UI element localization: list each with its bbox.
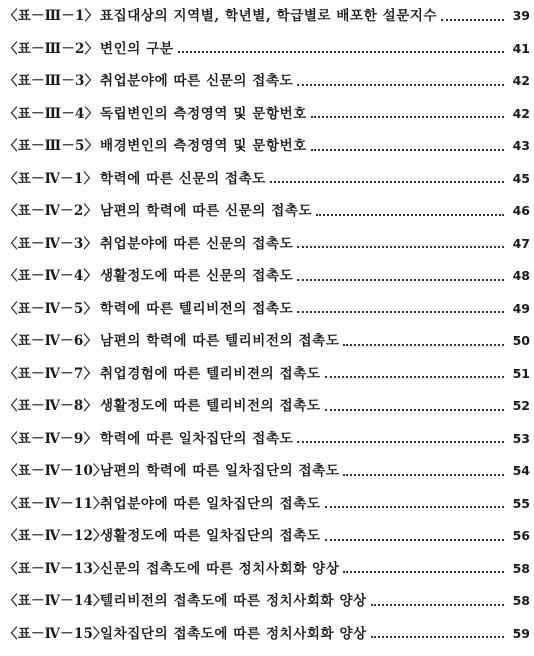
entry-title: 표집대상의 지역별, 학년별, 학급별로 배포한 설문지수 [100, 8, 438, 24]
page-number: 58 [512, 593, 530, 608]
toc-entry [4, 330, 530, 352]
dot-leader [297, 278, 504, 281]
dot-leader [297, 440, 504, 443]
table-number: 〈표－Ⅲ－5〉 [4, 138, 99, 154]
entry-title: 일차집단의 접촉도에 따른 정치사회화 양상 [100, 625, 367, 642]
entry-title: 취업분야에 따른 신문의 접촉도 [100, 235, 294, 252]
table-number: 〈표－Ⅳ－3〉 [4, 235, 98, 252]
toc-entry [4, 233, 530, 255]
entry-title: 생활정도에 따른 일차집단의 접촉도 [100, 528, 321, 544]
page-number: 51 [512, 365, 530, 381]
page-number: 59 [512, 625, 530, 641]
page-number: 48 [512, 268, 530, 283]
page-number: 50 [512, 333, 530, 348]
entry-title: 취업분야에 따른 신문의 접촉도 [100, 73, 294, 89]
entry-title: 배경변인의 측정영역 및 문항번호 [100, 138, 307, 154]
page-number: 54 [512, 463, 530, 478]
dot-leader [325, 505, 504, 508]
table-number: 〈표－Ⅳ－7〉 [4, 365, 98, 382]
toc-entry [4, 428, 530, 450]
entry-title: 학력에 따른 일차집단의 접촉도 [100, 430, 294, 447]
entry-title: 독립변인의 측정영역 및 문항번호 [100, 105, 307, 122]
table-number: 〈표－Ⅲ－2〉 [4, 40, 99, 57]
page-number: 46 [512, 203, 530, 218]
table-number: 〈표－Ⅳ－6〉 [4, 333, 98, 349]
toc-entry [4, 200, 530, 222]
dot-leader [325, 538, 504, 541]
dot-leader [343, 570, 504, 573]
toc-entry [4, 363, 530, 385]
dot-leader [297, 83, 504, 86]
toc-entry [4, 70, 530, 92]
page-number: 45 [512, 170, 530, 186]
page-number: 53 [512, 430, 530, 446]
table-number: 〈표－Ⅲ－3〉 [4, 73, 99, 89]
toc-entry [4, 5, 530, 27]
entry-title: 변인의 구분 [100, 40, 174, 57]
entry-title: 남편의 학력에 따른 텔리비전의 접촉도 [100, 333, 340, 349]
entry-title: 생활정도에 따른 텔리비전의 접촉도 [100, 398, 321, 414]
dot-leader [441, 18, 504, 21]
table-number: 〈표－Ⅳ－11〉 [4, 495, 107, 512]
toc-entry [4, 493, 530, 515]
entry-title: 남편의 학력에 따른 일차집단의 접촉도 [100, 463, 340, 479]
entry-title: 남편의 학력에 따른 신문의 접촉도 [100, 203, 313, 219]
page-number: 43 [512, 138, 530, 153]
page-number: 49 [512, 300, 530, 316]
toc-entry [4, 623, 530, 645]
page-number: 56 [512, 528, 530, 543]
dot-leader [311, 115, 504, 118]
page-number: 52 [512, 398, 530, 413]
dot-leader [316, 213, 504, 216]
toc-entry [4, 265, 530, 287]
dot-leader [343, 343, 504, 346]
table-number: 〈표－Ⅳ－14〉 [4, 593, 107, 609]
dot-leader [270, 180, 504, 183]
toc-entry [4, 38, 530, 60]
page-number: 58 [512, 560, 530, 576]
dot-leader [178, 50, 504, 53]
dot-leader [325, 375, 504, 378]
dot-leader [311, 148, 504, 151]
toc-entry [4, 168, 530, 190]
page-number: 47 [512, 235, 530, 251]
dot-leader [371, 603, 504, 606]
table-number: 〈표－Ⅳ－1〉 [4, 170, 98, 187]
entry-title: 학력에 따른 신문의 접촉도 [100, 170, 266, 187]
table-number: 〈표－Ⅳ－9〉 [4, 430, 98, 447]
table-number: 〈표－Ⅳ－2〉 [4, 203, 98, 219]
page-number: 42 [512, 73, 530, 88]
dot-leader [371, 635, 504, 638]
entry-title: 학력에 따른 텔리비전의 접촉도 [100, 300, 294, 317]
toc-entry [4, 103, 530, 125]
toc-entry [4, 395, 530, 417]
toc-entry [4, 525, 530, 547]
table-number: 〈표－Ⅳ－4〉 [4, 268, 98, 284]
toc-entry [4, 590, 530, 612]
dot-leader [297, 310, 504, 313]
entry-title: 신문의 접촉도에 따른 정치사회화 양상 [100, 560, 340, 577]
table-number: 〈표－Ⅳ－13〉 [4, 560, 107, 577]
table-number: 〈표－Ⅳ－5〉 [4, 300, 98, 317]
page-number: 55 [512, 495, 530, 511]
page-number: 42 [512, 105, 530, 121]
table-number: 〈표－Ⅳ－10〉 [4, 463, 107, 479]
entry-title: 취업분야에 따른 일차집단의 접촉도 [100, 495, 321, 512]
toc-entry [4, 460, 530, 482]
table-number: 〈표－Ⅳ－8〉 [4, 398, 98, 414]
toc-entry [4, 298, 530, 320]
entry-title: 텔리비전의 접촉도에 따른 정치사회화 양상 [100, 593, 367, 609]
table-number: 〈표－Ⅳ－12〉 [4, 528, 107, 544]
dot-leader [325, 408, 504, 411]
entry-title: 취업경험에 따른 텔리비젼의 접촉도 [100, 365, 321, 382]
entry-title: 생활정도에 따른 신문의 접촉도 [100, 268, 294, 284]
toc-entry [4, 558, 530, 580]
page-number: 41 [512, 40, 530, 56]
page-number: 39 [512, 8, 530, 23]
table-number: 〈표－Ⅲ－1〉 [4, 8, 99, 24]
table-number: 〈표－Ⅳ－15〉 [4, 625, 107, 642]
table-number: 〈표－Ⅲ－4〉 [4, 105, 99, 122]
dot-leader [343, 473, 504, 476]
dot-leader [297, 245, 504, 248]
toc-entry [4, 135, 530, 157]
